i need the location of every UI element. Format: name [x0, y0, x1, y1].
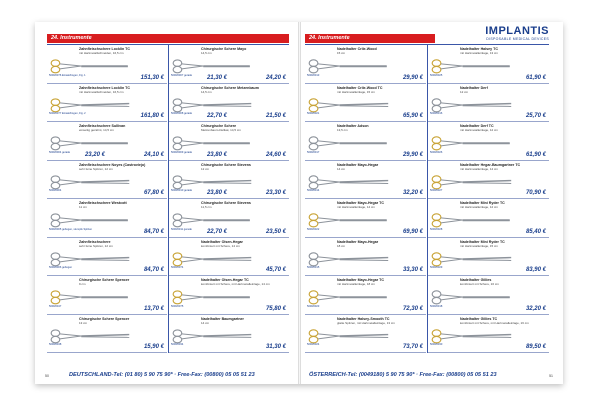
- product-name: Chirurgische Schere Spencer: [79, 278, 130, 282]
- instrument-image: [171, 326, 257, 346]
- product-description: 13,5 cm: [337, 128, 348, 132]
- column-divider: [427, 45, 428, 353]
- product-description: kombiniert mit Schere, 14 cm: [201, 243, 240, 248]
- article-number: 5000/0007 gerade: [171, 73, 193, 77]
- instrument-image: [307, 56, 394, 76]
- article-number: 5000/0028: [430, 227, 443, 231]
- product-grid: [47, 44, 289, 350]
- product-price: 13,70 €: [143, 305, 164, 312]
- instrument-image: [307, 287, 394, 307]
- product-name: Nadelhalter Hegar-Baumgartner TC: [460, 162, 521, 167]
- right-page: [305, 22, 557, 384]
- section-header: 24. Instrumente: [305, 34, 435, 43]
- product-name: Chirurgische Schere Spencer: [79, 316, 130, 321]
- instrument-image: [430, 287, 517, 307]
- product-price: 22,70 €: [206, 228, 227, 235]
- article-number: 5000/0015: [307, 266, 320, 269]
- product-price: 23,80 €: [206, 190, 227, 196]
- product-price: 83,90 €: [525, 267, 546, 273]
- article-number: 5000/0034: [171, 343, 184, 346]
- product-name: Nadelhalter Mayo-Hegar TC: [337, 201, 384, 205]
- product-name: Zahnfleischschere Westcott: [79, 201, 127, 205]
- article-number: 5000/0017: [307, 150, 320, 154]
- product-item[interactable]: [47, 84, 167, 123]
- product-description: mit Hartmetallschneiden, 16,5 cm: [79, 51, 124, 55]
- product-description: 14,5 cm: [201, 89, 212, 94]
- article-number: 5000/0048: [49, 343, 62, 346]
- product-description: 15 cm: [337, 51, 346, 55]
- article-number: 5000/0077 Einsatzbogen, Fig. 2: [49, 112, 86, 115]
- logo-name: IMPLANTIS: [485, 25, 549, 37]
- product-price: 151,30 €: [140, 74, 164, 81]
- article-number: 5000/0026: [430, 150, 443, 154]
- product-name: Zahnfleischschere Locklin TC: [79, 47, 130, 51]
- product-description: Metzenbaum-Delikat, 14,5 cm: [201, 128, 241, 132]
- instrument-image: [171, 287, 257, 307]
- page-number: 51: [549, 374, 553, 378]
- product-name: Zahnfleischschere Noyes (Castroviejo): [79, 162, 146, 167]
- product-name: Nadelhalter Crile-Wood TC: [337, 85, 383, 90]
- product-item[interactable]: [47, 315, 167, 354]
- product-name: Nadelhalter Crile-Wood: [337, 47, 377, 51]
- instrument-image: [430, 210, 517, 230]
- product-name: Zahnfleischschere Sullivan: [79, 124, 126, 128]
- product-description: kombiniert mit Schere, 16 cm: [460, 282, 499, 286]
- catalog-spread: [35, 22, 563, 384]
- product-price-alt: 21,50 €: [265, 113, 286, 119]
- product-item[interactable]: [305, 161, 426, 200]
- product-name: Nadelhalter Olsen-Hegar: [201, 239, 243, 244]
- product-description: 14 cm: [337, 166, 346, 171]
- article-number: 5000/0075: [171, 304, 184, 308]
- instrument-image: [430, 326, 517, 346]
- contact-footer: ÖSTERREICH-Tel: (0049180) 5 90 75 90* · Free-Fax: (00800) 05 05 51 23: [309, 372, 497, 378]
- product-price: 33,30 €: [402, 267, 423, 273]
- product-name: Zahnfleischschere Locklin TC: [79, 85, 130, 90]
- instrument-image: [307, 95, 394, 115]
- product-price: 84,70 €: [143, 267, 164, 273]
- product-price: 85,40 €: [525, 228, 546, 235]
- product-name: Nadelhalter Olsen-Hegar TC: [201, 278, 249, 282]
- product-item[interactable]: [428, 199, 549, 238]
- article-number: 5000/0011 gerade: [171, 227, 192, 231]
- logo-tagline: DISPOSABLE MEDICAL DEVICES: [486, 37, 549, 41]
- product-item[interactable]: [169, 122, 289, 161]
- product-description: 18 cm: [337, 243, 346, 248]
- product-name: Nadelhalter Mayo-Hegar TC: [337, 278, 384, 282]
- product-name: Nadelhalter Mayo-Hegar: [337, 162, 379, 167]
- product-description: mit Hartmetallschneiden, 16,5 cm: [79, 89, 124, 94]
- product-item[interactable]: [305, 238, 426, 277]
- instrument-image: [430, 172, 517, 192]
- product-name: Nadelhalter Mayo-Hegar: [337, 239, 379, 244]
- instrument-image: [49, 287, 135, 307]
- product-price: 61,90 €: [525, 151, 546, 158]
- product-item[interactable]: [305, 122, 426, 161]
- product-price: 31,30 €: [265, 344, 286, 350]
- product-price: 29,90 €: [402, 151, 423, 158]
- product-item[interactable]: [47, 122, 167, 161]
- product-item[interactable]: [428, 238, 549, 277]
- product-description: 14 cm: [201, 320, 210, 325]
- product-description: 14,5 cm: [201, 51, 212, 55]
- product-price-alt: 24,10 €: [143, 151, 164, 158]
- instrument-image: [307, 249, 394, 269]
- article-number: 5000/0076 Einsatzbogen, Fig. 1: [49, 73, 86, 77]
- product-price: 65,90 €: [402, 113, 423, 119]
- product-description: einseitig gezahnt, 14,5 cm: [79, 128, 114, 132]
- product-name: Nadelhalter Halsey TC: [460, 47, 498, 51]
- page-fold: [298, 22, 301, 384]
- product-item[interactable]: [169, 84, 289, 123]
- product-price: 69,90 €: [402, 228, 423, 235]
- product-name: Nadelhalter Gillies: [460, 278, 492, 282]
- product-description: mit Hartmetalleinlage, 15 cm: [460, 243, 499, 248]
- article-number: 5000/0029: [430, 266, 443, 269]
- product-item[interactable]: [169, 161, 289, 200]
- product-description: mit Hartmetalleinlage, 14 cm: [460, 166, 499, 171]
- product-name: Chirurgische Schere Stevens: [201, 201, 251, 205]
- column-divider: [168, 45, 169, 353]
- article-number: 5000/0013: [307, 73, 320, 77]
- product-item[interactable]: [428, 122, 549, 161]
- article-number: 5000/0025: [430, 73, 443, 77]
- product-description: glatte Spitzen, mit Hartmetalleinlage, 13 cm: [337, 320, 395, 325]
- product-description: 11 cm: [79, 205, 87, 209]
- article-number: 5000/0006 gebogen: [49, 266, 73, 269]
- article-number: 5000/0008 gerade: [171, 112, 193, 115]
- instrument-image: [307, 172, 394, 192]
- product-item[interactable]: [47, 199, 167, 238]
- product-description: mit Hartmetalleinlage, 15 cm: [337, 89, 376, 94]
- left-page: [41, 22, 293, 384]
- product-name: Nadelhalter Mini Ryder TC: [460, 201, 505, 205]
- product-price: 67,80 €: [143, 190, 164, 196]
- product-price-alt: 23,30 €: [265, 190, 286, 196]
- product-name: Nadelhalter Mini Ryder TC: [460, 239, 505, 244]
- product-price: 15,90 €: [143, 344, 164, 350]
- product-name: Chirurgische Schere Stevens: [201, 162, 251, 167]
- product-price: 25,70 €: [525, 113, 546, 119]
- product-item[interactable]: [305, 276, 426, 315]
- product-price: 45,70 €: [265, 267, 286, 273]
- instrument-image: [307, 326, 394, 346]
- article-number: 5000/0010 gerade: [171, 189, 193, 192]
- product-price: 84,70 €: [143, 228, 164, 235]
- product-description: kombiniert mit Schere, mit Hartmetalleinlage, 16 cm: [460, 320, 529, 325]
- instrument-image: [430, 133, 517, 153]
- article-number: 5000/0030: [430, 343, 443, 346]
- product-name: Nadelhalter Halsey-Smooth TC: [337, 316, 390, 321]
- product-item[interactable]: [305, 315, 426, 354]
- article-number: 5000/0016: [430, 112, 443, 115]
- instrument-image: [430, 95, 517, 115]
- product-name: Nadelhalter Baumgartner: [201, 316, 244, 321]
- product-item[interactable]: [428, 84, 549, 123]
- instrument-image: [49, 326, 135, 346]
- page-number: 50: [45, 374, 49, 378]
- product-price: 23,80 €: [206, 151, 227, 158]
- product-description: 9 cm: [79, 282, 86, 286]
- product-price: 61,90 €: [525, 74, 546, 81]
- contact-footer: DEUTSCHLAND-Tel: (01 80) 5 90 75 90* · Free-Fax: (00800) 05 05 51 23: [69, 372, 255, 378]
- product-description: 13 cm: [79, 320, 88, 325]
- article-number: 5000/0022: [307, 227, 320, 231]
- product-price-alt: 24,60 €: [265, 151, 286, 158]
- section-header: 24. Instrumente: [47, 34, 289, 43]
- product-item[interactable]: [305, 199, 426, 238]
- article-number: 5000/0074: [171, 266, 184, 269]
- product-item[interactable]: [305, 45, 426, 84]
- product-item[interactable]: [428, 315, 549, 354]
- product-price: 89,50 €: [525, 344, 546, 350]
- article-number: 5000/0024: [307, 343, 320, 346]
- product-description: mit Hartmetalleinlage, 14 cm: [337, 205, 376, 209]
- product-name: Zahnfleischschere: [79, 239, 111, 244]
- product-description: 12 cm: [201, 166, 210, 171]
- product-price: 32,20 €: [525, 305, 546, 312]
- product-name: Nadelhalter Derf TC: [460, 124, 494, 128]
- instrument-image: [430, 56, 517, 76]
- product-name: Chirurgische Schere Metzenbaum: [201, 85, 259, 90]
- product-price: 73,70 €: [402, 344, 423, 350]
- product-description: sehr feine Spitzen, 12 cm: [79, 243, 113, 248]
- instrument-image: [307, 210, 394, 230]
- product-description: kombiniert mit Schere, mit Hartmetalleinlage, 14 cm: [201, 282, 270, 286]
- product-name: Nadelhalter Derf: [460, 85, 488, 90]
- article-number: 5000/0009 gerade: [171, 150, 193, 154]
- product-price: 161,80 €: [140, 113, 164, 119]
- brand-logo: [485, 26, 549, 41]
- instrument-image: [49, 172, 135, 192]
- product-price: 22,70 €: [206, 113, 227, 119]
- product-item[interactable]: [169, 199, 289, 238]
- product-name: Chirurgische Schere: [201, 124, 237, 128]
- product-description: 12 cm: [460, 89, 469, 94]
- product-item[interactable]: [428, 161, 549, 200]
- product-item[interactable]: [428, 276, 549, 315]
- article-number: 5000/0005 gebogen, stumpfe Spitzen: [49, 227, 93, 231]
- instrument-image: [171, 249, 257, 269]
- article-number: 5000/0004: [49, 189, 62, 192]
- product-item[interactable]: [169, 276, 289, 315]
- product-item[interactable]: [169, 238, 289, 277]
- product-item[interactable]: [47, 45, 167, 84]
- product-item[interactable]: [47, 276, 167, 315]
- product-price-alt: 23,50 €: [265, 228, 286, 235]
- article-number: 5000/0018: [430, 304, 443, 308]
- product-item[interactable]: [169, 45, 289, 84]
- product-price: 23,20 €: [84, 151, 105, 158]
- product-description: mit Hartmetalleinlage, 12 cm: [460, 128, 499, 132]
- product-name: Nadelhalter Adson: [337, 124, 369, 128]
- product-item[interactable]: [47, 238, 167, 277]
- product-price: 70,90 €: [525, 190, 546, 196]
- product-item[interactable]: [47, 161, 167, 200]
- product-price: 32,20 €: [402, 190, 423, 196]
- article-number: 5000/0027: [430, 189, 443, 192]
- article-number: 5000/0047: [49, 304, 62, 308]
- article-number: 5000/0021: [307, 112, 320, 115]
- product-item[interactable]: [305, 84, 426, 123]
- product-item[interactable]: [169, 315, 289, 354]
- product-price: 72,30 €: [402, 305, 423, 312]
- product-price: 75,80 €: [265, 305, 286, 312]
- article-number: 5000/0014: [307, 189, 320, 192]
- product-grid: [305, 44, 549, 350]
- product-name: Chirurgische Schere Mayo: [201, 47, 247, 51]
- article-number: 5000/0004 gerade: [49, 150, 71, 154]
- article-number: 5000/0023: [307, 304, 320, 308]
- product-description: mit Hartmetalleinlage, 18 cm: [337, 282, 376, 286]
- product-price: 29,90 €: [402, 74, 423, 81]
- product-description: 11,5 cm: [201, 205, 212, 209]
- product-description: mit Hartmetalleinlage, 12 cm: [460, 205, 499, 209]
- product-price-alt: 24,20 €: [265, 74, 286, 81]
- product-description: mit Hartmetalleinlage, 13 cm: [460, 51, 499, 55]
- product-item[interactable]: [428, 45, 549, 84]
- instrument-image: [307, 133, 394, 153]
- product-name: Nadelhalter Gillies TC: [460, 316, 498, 321]
- product-description: sehr feine Spitzen, 12 cm: [79, 166, 113, 171]
- product-price: 21,30 €: [206, 74, 227, 81]
- instrument-image: [430, 249, 517, 269]
